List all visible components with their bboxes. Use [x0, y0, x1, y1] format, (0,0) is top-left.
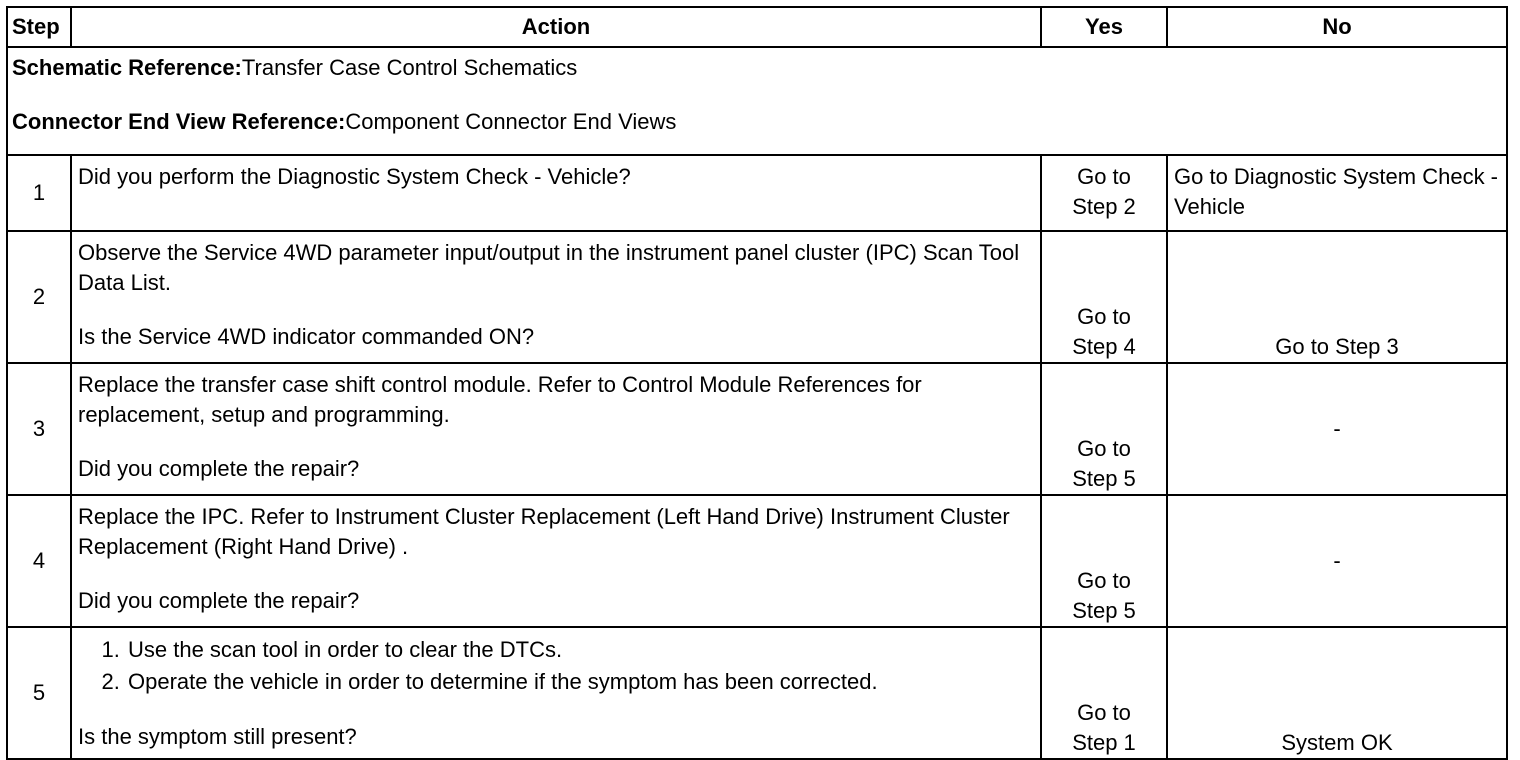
yes-line2: Step 5: [1072, 466, 1136, 491]
action-text: Replace the IPC. Refer to Instrument Cluster Replacement (Left Hand Drive) Instrument Cluster Replacement (Right Hand Drive) .: [78, 504, 1010, 559]
action-spacer: [78, 298, 1034, 322]
step-number: 5: [7, 627, 71, 759]
yes-line1: Go to: [1077, 568, 1131, 593]
reference-cell: [7, 47, 1507, 155]
no-cell[interactable]: Go to Diagnostic System Check - Vehicle: [1167, 155, 1507, 231]
action-spacer: [78, 430, 1034, 454]
table-row: [7, 231, 1507, 363]
action-cell: [71, 627, 1041, 759]
yes-line1: Go to: [1077, 304, 1131, 329]
no-cell: -: [1167, 495, 1507, 627]
header-no: No: [1167, 7, 1507, 47]
yes-line2: Step 2: [1072, 194, 1136, 219]
action-spacer: [78, 562, 1034, 586]
yes-cell[interactable]: [1041, 627, 1167, 759]
schematic-reference-label: Schematic Reference:: [12, 55, 242, 80]
action-text: Did you perform the Diagnostic System Check - Vehicle?: [78, 164, 631, 189]
action-cell: [71, 495, 1041, 627]
action-question: Did you complete the repair?: [78, 456, 360, 481]
step-number: 2: [7, 231, 71, 363]
connector-reference-link[interactable]: Component Connector End Views: [345, 109, 677, 134]
action-spacer: [78, 698, 1034, 722]
connector-reference-label: Connector End View Reference:: [12, 109, 346, 134]
header-yes: Yes: [1041, 7, 1167, 47]
table-row: [7, 363, 1507, 495]
yes-line2: Step 5: [1072, 598, 1136, 623]
table-row: [7, 495, 1507, 627]
header-step: Step: [7, 7, 71, 47]
action-question: Did you complete the repair?: [78, 588, 360, 613]
schematic-reference: [12, 54, 1502, 82]
yes-line2: Step 4: [1072, 334, 1136, 359]
reference-row: [7, 47, 1507, 155]
reference-spacer: [12, 82, 1502, 108]
header-row: [7, 7, 1507, 47]
action-cell: [71, 155, 1041, 231]
yes-cell[interactable]: [1041, 231, 1167, 363]
action-question: Is the symptom still present?: [78, 724, 357, 749]
header-action: Action: [71, 7, 1041, 47]
no-cell: System OK: [1167, 627, 1507, 759]
yes-line2: Step 1: [1072, 730, 1136, 755]
yes-cell[interactable]: [1041, 363, 1167, 495]
action-cell: [71, 231, 1041, 363]
connector-reference: [12, 108, 1502, 136]
yes-cell[interactable]: [1041, 495, 1167, 627]
yes-line1: Go to: [1077, 436, 1131, 461]
substep-item: 2. Operate the vehicle in order to determine if the symptom has been corrected.: [126, 666, 1034, 698]
substep-list: [78, 634, 1034, 698]
diagnostic-table: [6, 6, 1508, 760]
yes-line1: Go to: [1077, 700, 1131, 725]
action-text: Replace the transfer case shift control module. Refer to Control Module References for replacement, setup and programming.: [78, 372, 922, 427]
action-cell: [71, 363, 1041, 495]
step-number: 3: [7, 363, 71, 495]
no-cell[interactable]: Go to Step 3: [1167, 231, 1507, 363]
yes-line1: Go to: [1077, 164, 1131, 189]
step-number: 4: [7, 495, 71, 627]
action-text: Observe the Service 4WD parameter input/output in the instrument panel cluster (IPC) Scan Tool Data List.: [78, 240, 1020, 295]
table-row: [7, 155, 1507, 231]
step-number: 1: [7, 155, 71, 231]
action-question: Is the Service 4WD indicator commanded ON?: [78, 324, 535, 349]
table-row: [7, 627, 1507, 759]
schematic-reference-link[interactable]: Transfer Case Control Schematics: [241, 55, 578, 80]
yes-cell[interactable]: [1041, 155, 1167, 231]
no-cell: -: [1167, 363, 1507, 495]
substep-item: 1. Use the scan tool in order to clear the DTCs.: [126, 634, 1034, 666]
